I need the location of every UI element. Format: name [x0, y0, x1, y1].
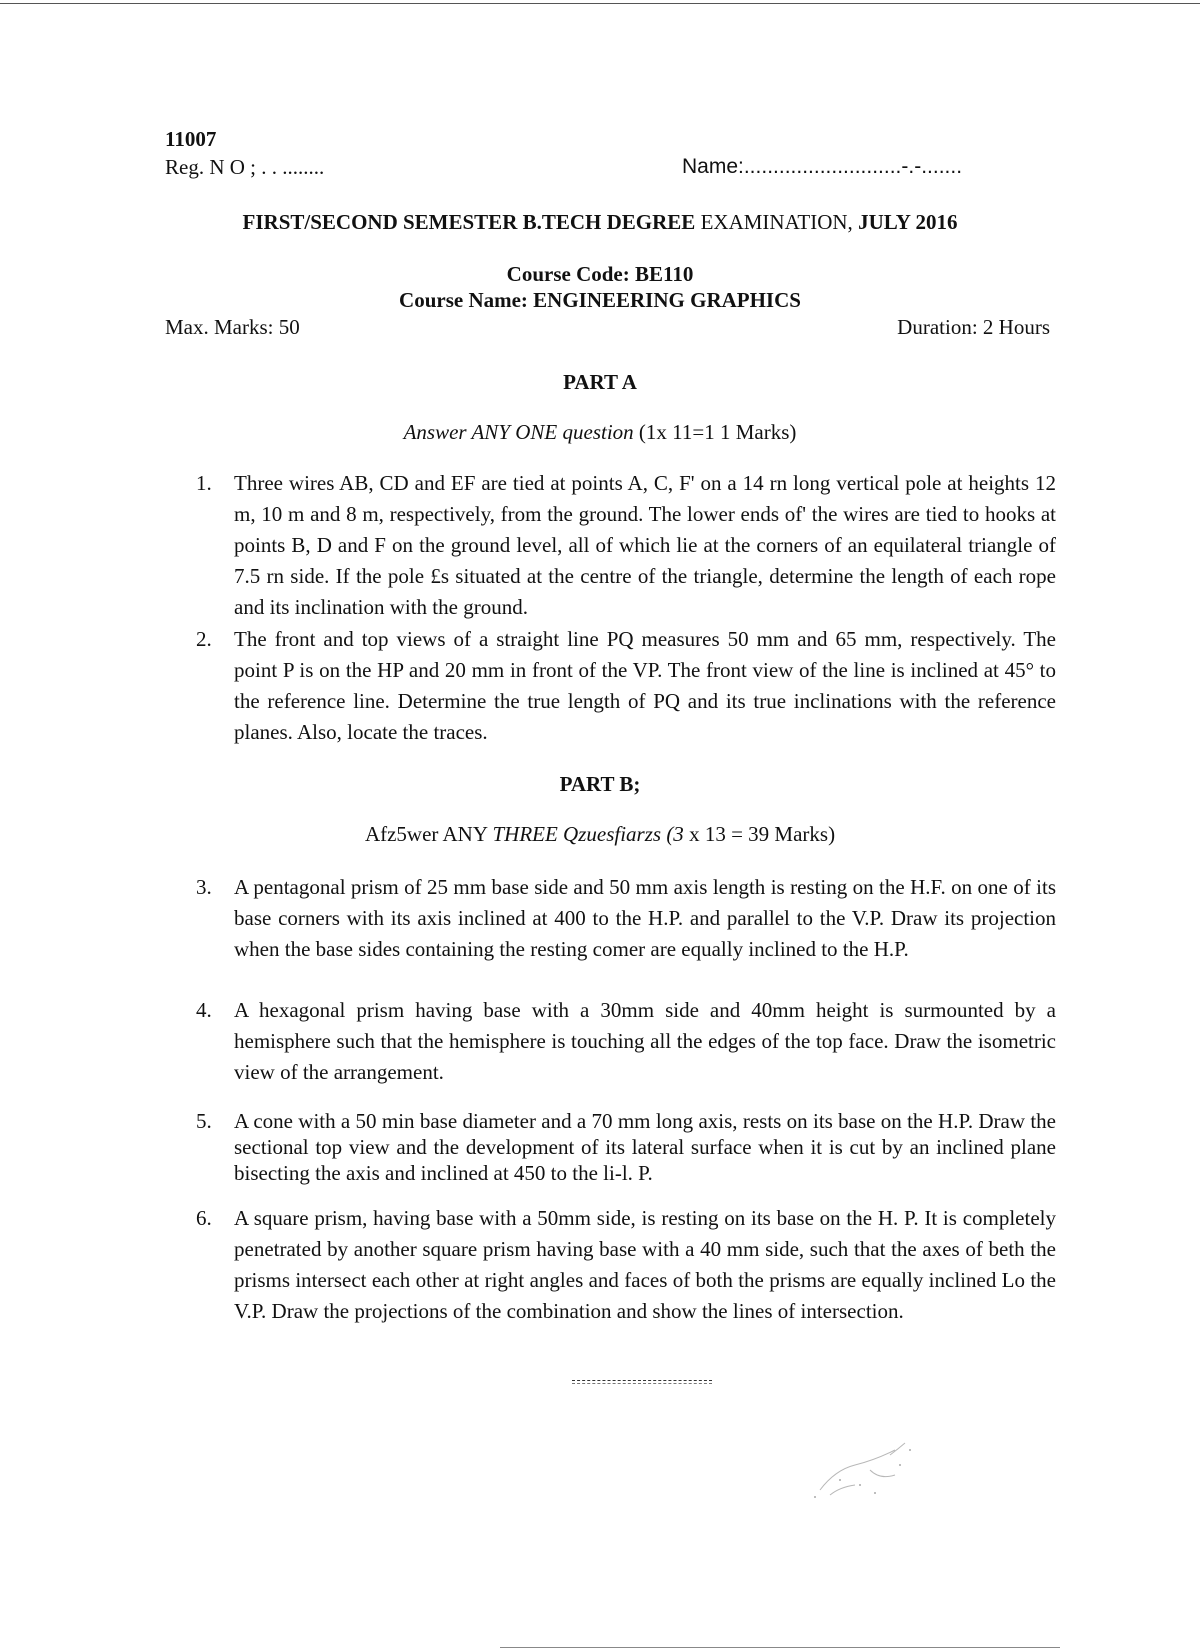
question-text: The front and top views of a straight line PQ measures 50 mm and 65 mm, respectively. The point P is on the HP and 20 mm in front of the VP. The front view of the line is inclined at 45° to the reference line. Determine the true length of PQ and its true inclinations with the reference planes. Also, locate the traces.	[234, 627, 1056, 744]
question-text: A hexagonal prism having base with a 30mm side and 40mm height is surmounted by a hemisphere such that the hemisphere is touching all the edges of the top face. Draw the isometric view of the arrangement.	[234, 998, 1056, 1084]
question-1	[196, 468, 1056, 623]
part-a-heading: PART A	[563, 370, 637, 394]
duration: Duration: 2 Hours	[897, 315, 1050, 339]
question-4	[196, 995, 1056, 1088]
bottom-edge-line	[500, 1647, 1060, 1648]
part-b-instruction-main: THREE Qzuesfiarzs (3	[492, 822, 684, 846]
paper-code: 11007	[165, 127, 217, 151]
name-field: Name:...........................-.-.......	[682, 155, 963, 178]
question-number: 2.	[196, 627, 212, 651]
question-text: A cone with a 50 min base diameter and a 70 mm long axis, rests on its base on the H.P. Draw the sectional top view and the development of its lateral surface when it is cut by an inclined plane bisecting the axis and inclined at 450 to the li-l. P.	[234, 1109, 1056, 1185]
exam-title-part1: FIRST/SECOND SEMESTER B.TECH DEGREE	[242, 210, 696, 234]
question-number: 1.	[196, 471, 212, 495]
exam-title-part2: EXAMINATION,	[695, 210, 859, 234]
question-6	[196, 1203, 1056, 1327]
part-b-instruction-lead: Afz5wer ANY	[364, 822, 493, 846]
question-text: A pentagonal prism of 25 mm base side and 50 mm axis length is resting on the H.F. on one of its base corners with its axis inclined at 400 to the H.P. and parallel to the V.P. Draw its projection when the base sides containing the resting comer are equally inclined to the H.P.	[234, 875, 1056, 961]
end-of-paper-dashes	[572, 1380, 712, 1381]
question-5	[196, 1108, 1056, 1186]
question-number: 4.	[196, 998, 212, 1022]
course-code: Course Code: BE110	[506, 262, 694, 286]
exam-title-part3: JULY 2016	[858, 210, 958, 234]
question-2	[196, 624, 1056, 748]
faint-stamp-mark	[800, 1435, 930, 1505]
part-b-heading: PART B;	[559, 772, 641, 796]
part-b-instruction	[0, 822, 1200, 847]
top-edge-line	[0, 3, 1200, 4]
question-3	[196, 872, 1056, 965]
part-a-instruction	[0, 420, 1200, 445]
part-b-instruction-marks: x 13 = 39 Marks)	[683, 822, 836, 846]
question-number: 5.	[196, 1109, 212, 1133]
question-number: 6.	[196, 1206, 212, 1230]
max-marks: Max. Marks: 50	[165, 315, 300, 339]
part-a-instruction-main: Answer ANY ONE question	[403, 420, 634, 444]
end-of-paper-dashes-2	[572, 1383, 712, 1384]
exam-title	[0, 210, 1200, 235]
question-text: Three wires AB, CD and EF are tied at points A, C, F' on a 14 rn long vertical pole at heights 12 m, 10 m and 8 m, respectively, from the ground. The lower ends of' the wires are tied to hooks at points B, D and F on the ground level, all of which lie at the corners of an equilateral triangle of 7.5 rn side. If the pole £s situated at the centre of the triangle, determine the length of each rope and its inclination with the ground.	[234, 471, 1056, 619]
question-number: 3.	[196, 875, 212, 899]
course-name: Course Name: ENGINEERING GRAPHICS	[399, 288, 801, 312]
part-a-instruction-marks: (1x 11=1 1 Marks)	[633, 420, 797, 444]
reg-no-field: Reg. N O ; . . ........	[165, 155, 325, 179]
question-text: A square prism, having base with a 50mm side, is resting on its base on the H. P. It is completely penetrated by another square prism having base with a 40 mm side, such that the axes of beth the prisms intersect each other at right angles and faces of both the prisms are equally inclined Lo the V.P. Draw the projections of the combination and show the lines of intersection.	[234, 1206, 1056, 1323]
